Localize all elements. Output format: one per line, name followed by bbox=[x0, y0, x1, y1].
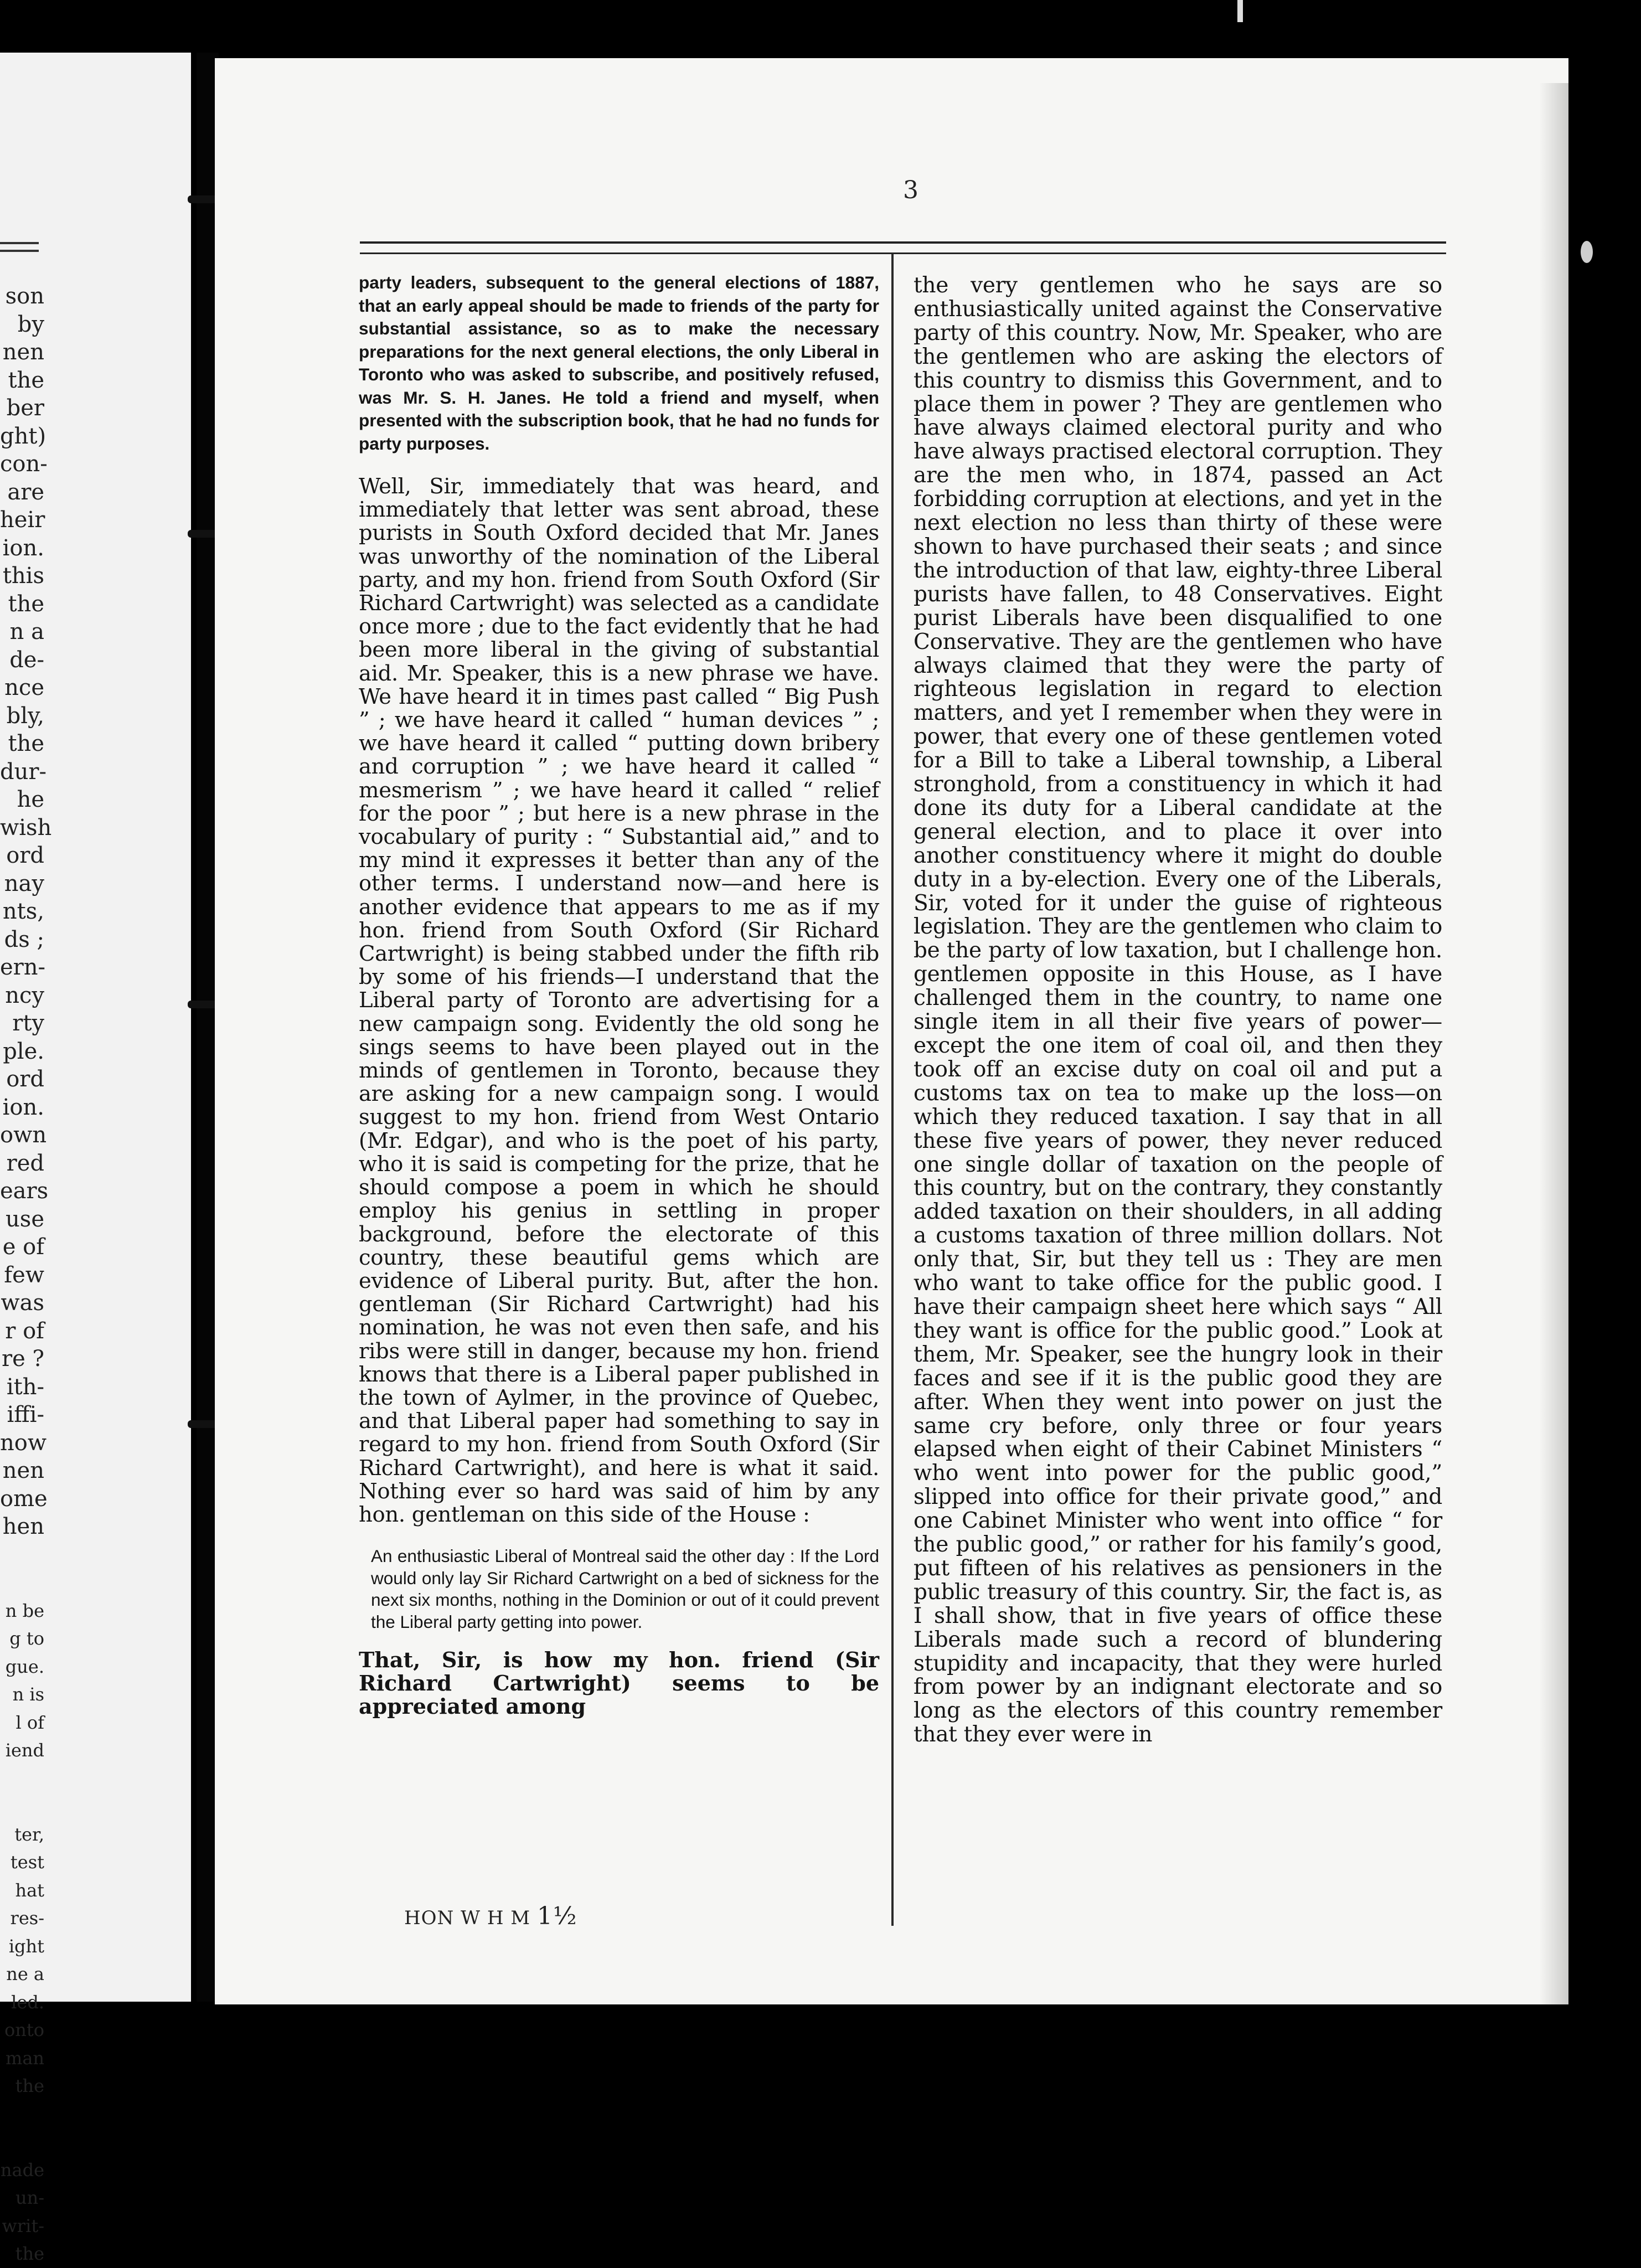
scan-mark bbox=[1237, 0, 1243, 22]
previous-page-fragment bbox=[0, 1792, 44, 1821]
previous-page-fragment: ome bbox=[0, 1486, 48, 1512]
previous-page-fragment bbox=[0, 2100, 44, 2128]
scan-speck bbox=[1581, 241, 1593, 263]
printer-signature bbox=[404, 1902, 577, 1930]
previous-page-fragment: rty bbox=[12, 1011, 44, 1036]
previous-page-fragment: ord bbox=[6, 843, 44, 868]
previous-page-fragment: nade bbox=[0, 2159, 44, 2181]
previous-page-fragment: ion. bbox=[2, 1094, 44, 1120]
previous-page-fragment: res- bbox=[10, 1908, 44, 1929]
previous-page-fragment: now bbox=[0, 1430, 47, 1456]
previous-page-fragment: ds ; bbox=[4, 926, 44, 952]
previous-page-fragment: man bbox=[5, 2047, 44, 2069]
previous-page-fragment bbox=[0, 1541, 44, 1569]
previous-page-fragment bbox=[0, 1765, 44, 1793]
previous-page-fragment: writ- bbox=[2, 2215, 44, 2236]
previous-page-fragment: n is bbox=[12, 1684, 44, 1705]
previous-page-fragment: iend bbox=[5, 1740, 44, 1761]
block-quote: An enthusiastic Liberal of Montreal said the other day : If the Lord would only lay Sir Richard Cartwright on a bed of sickness for the next six months, nothing in the Dominion or out of it could prevent the Liberal party getting into power. bbox=[371, 1546, 879, 1632]
previous-page-fragment: ight bbox=[8, 1935, 44, 1957]
previous-page-text-fragments bbox=[0, 282, 52, 2268]
previous-page-fragment: wish bbox=[0, 815, 52, 841]
previous-page-fragment: e of bbox=[2, 1234, 44, 1260]
signature-fraction: 1½ bbox=[536, 1902, 577, 1930]
previous-page-fragment: n be bbox=[5, 1600, 44, 1621]
previous-page-fragment: ern- bbox=[0, 955, 46, 980]
previous-page-fragment: use bbox=[6, 1206, 44, 1232]
previous-page-fragment: bly, bbox=[6, 703, 44, 729]
previous-page-fragment: are bbox=[7, 479, 44, 505]
previous-page-fragment: hen bbox=[2, 1514, 44, 1539]
previous-page-fragment: the bbox=[15, 2075, 44, 2096]
previous-page-fragment: nce bbox=[4, 675, 44, 700]
previous-page-fragment: nts, bbox=[2, 899, 44, 924]
previous-page-fragment: ne a bbox=[6, 1963, 44, 1984]
previous-page-fragment: ber bbox=[6, 395, 44, 421]
previous-page-fragment: n a bbox=[9, 619, 44, 645]
previous-page-fragment: own bbox=[0, 1122, 47, 1148]
previous-page-fragment bbox=[0, 2128, 44, 2156]
left-column bbox=[359, 271, 879, 1718]
previous-page-fragment: de- bbox=[9, 647, 44, 673]
previous-page-rule bbox=[0, 242, 39, 252]
previous-page-fragment: heir bbox=[0, 507, 45, 533]
previous-page-fragment: son bbox=[5, 284, 44, 309]
page-number: 3 bbox=[903, 176, 918, 204]
previous-page-fragment: ncy bbox=[5, 982, 44, 1008]
previous-page-fragment: gue. bbox=[5, 1656, 44, 1677]
closing-paragraph: That, Sir, is how my hon. friend (Sir Richard Cartwright) seems to be appreciated among bbox=[359, 1647, 879, 1719]
previous-page-fragment: g to bbox=[9, 1628, 44, 1649]
signature-text: HON W H M bbox=[404, 1907, 531, 1929]
previous-page-fragment: the bbox=[8, 367, 44, 393]
previous-page-fragment: onto bbox=[4, 2019, 44, 2040]
previous-page-fragment: ter, bbox=[14, 1823, 44, 1845]
previous-page-fragment: dur- bbox=[0, 759, 47, 785]
previous-page-fragment: this bbox=[2, 563, 44, 589]
previous-page-fragment: hat bbox=[15, 1879, 44, 1901]
previous-page-fragment: un- bbox=[15, 2187, 44, 2208]
previous-page-fragment: ord bbox=[6, 1066, 44, 1092]
body-paragraph: the very gentlemen who he says are so enthusiastically united against the Conservative party of this country. Now, Mr. Speaker, who are the gentlemen who are asking the electors of this country to dismiss this Government, and to place them in power ? They are gentlemen who have always claimed electoral purity and who have always practised electoral corruption. They are the men who, in 1874, passed an Act forbidding corruption at elections, and yet in the next election no less than thirty of these were shown to have purchased their seats ; and since the introduction of that law, eighty-three Liberal purists have fallen, to 48 Conservatives. Eight purist Liberals have been disqualified to one Conservative. They are the gentlemen who have always claimed that they were the party of righteous legislation in regard to election matters, and yet I remember when they were in power, that every one of these gentlemen voted for a Bill to take a Liberal township, a Liberal stronghold, from a constituency in which it had done its duty for a Liberal candidate at the general election, and to place it over into another constituency where it might do double duty in a by-election. Every one of the Liberals, Sir, voted for it under the guise of righteous legislation. They are the gentlemen who claim to be the party of low taxation, but I challenge hon. gentlemen opposite in this House, as I have challenged them in the country, to name one single item in all their five years of power—except the one item of coal oil, and then they took off an excise duty on coal oil and put a customs tax on tea to make up the loss—on which they reduced taxation. I say that in all these five years of power, they never reduced one single dollar of taxation on the people of this country, but on the contrary, they constantly added taxation on their shoulders, in all adding a customs taxation of three million dollars. Not only that, Sir, but they tell us : They are men who want to take office for the public good. I have their campaign sheet here which says “ All they want is office for the public good.” Look at them, Mr. Speaker, see the hungry look in their faces and see if it is the public good they are after. When they went into power on just the same cry before, only three or four years elapsed when eight of their Cabinet Ministers “ who went into power for the public good,” slipped into office for their private good,” and one Cabinet Minister who went into office “ for the public good,” or rather for his family’s good, put fifteen of his relatives as pensioners in the public treasury of this country. Sir, the fact is, as I shall show, that in five years of office these Liberals made such a record of blundering stupidity and incapacity, that they were hurled from power by an indignant electorate and so long as the electors of this country remember that they ever were in bbox=[914, 273, 1442, 1748]
previous-page-fragment: nen bbox=[2, 1458, 44, 1483]
previous-page-fragment: the bbox=[15, 2243, 44, 2264]
previous-page-fragment: ght) bbox=[0, 423, 47, 449]
previous-page-fragment bbox=[0, 1569, 44, 1597]
previous-page-fragment: test bbox=[10, 1852, 44, 1873]
previous-page-fragment: red bbox=[6, 1150, 44, 1176]
intro-paragraph: party leaders, subsequent to the general elections of 1887, that an early appeal should be made to friends of the party for substantial assistance, so as to make the necessary preparations for the next general elections, the only Liberal in Toronto who was asked to subscribe, and positively refused, was Mr. S. H. Janes. He told a friend and myself, when presented with the subscription book, that he had no funds for party purposes. bbox=[359, 272, 879, 453]
right-column bbox=[914, 274, 1442, 1747]
previous-page-fragment: ple. bbox=[3, 1038, 44, 1064]
previous-page-fragment: iffi- bbox=[7, 1402, 44, 1427]
previous-page-fragment: con- bbox=[0, 451, 48, 477]
body-paragraph: Well, Sir, immediately that was heard, and immediately that letter was sent abroad, these purists in South Oxford decided that Mr. Janes was unworthy of the nomination of the Liberal party, and my hon. friend from South Oxford (Sir Richard Cartwright) was selected as a candidate once more ; due to the fact evidently that he had been more liberal in the giving of substantial aid. Mr. Speaker, this is a new phrase we have. We have heard it in times past called “ Big Push ” ; we have heard it called “ human devices ” ; we have heard it called “ putting down bribery and corruption ” ; we have heard it called “ mesmerism ” ; we have heard it called “ relief for the poor ” ; but here is a new phrase in the vocabulary of purity : “ Substantial aid,” and to my mind it expresses it better than any of the other terms. I understand now—and here is another evidence that appears to me as if my hon. friend from South Oxford (Sir Richard Cartwright) is being stabbed under the fifth rib by some of his friends—I understand that the Liberal party of Toronto are advertising for a new campaign song. Evidently the old song he sings seems to have been played out in the minds of gentlemen in Toronto, because they are asking for a new campaign song. I would suggest to my hon. friend from West Ontario (Mr. Edgar), and who is the poet of his party, who it is said is competing for the prize, that he should compose a poem in which he should employ his genius in settling in proper background, before the electorate of this country, these beautiful gems which are evidence of Liberal purity. But, after the hon. gentleman (Sir Richard Cartwright) had his nomination, he was not even then safe, and his ribs were still in danger, because my hon. friend knows that there is a Liberal paper published in the town of Aylmer, in the province of Quebec, and that Liberal paper had something to say in regard to my hon. friend from South Oxford (Sir Richard Cartwright), and here is what it said. Nothing ever so hard was said of him by any hon. gentleman on this side of the House : bbox=[359, 474, 879, 1527]
previous-page-fragment: was bbox=[1, 1290, 44, 1316]
previous-page-fragment: the bbox=[8, 591, 44, 617]
page-edge-shadow bbox=[1539, 83, 1570, 2004]
header-double-rule bbox=[360, 241, 1446, 254]
previous-page-fragment: ears bbox=[0, 1178, 49, 1204]
previous-page-fragment: by bbox=[17, 311, 44, 337]
previous-page-fragment: re ? bbox=[2, 1346, 44, 1372]
previous-page-fragment: l of bbox=[16, 1712, 44, 1733]
previous-page-fragment: led. bbox=[11, 1991, 44, 2013]
previous-page-fragment: nay bbox=[4, 870, 44, 896]
previous-page-fragment: r of bbox=[5, 1318, 44, 1344]
previous-page-fragment: ith- bbox=[6, 1374, 44, 1400]
previous-page-fragment: nen bbox=[2, 339, 44, 365]
previous-page-fragment: the bbox=[8, 731, 44, 756]
previous-page-fragment: ion. bbox=[2, 535, 44, 561]
column-divider bbox=[891, 254, 894, 1926]
previous-page-fragment: few bbox=[4, 1262, 44, 1288]
previous-page-fragment: he bbox=[17, 787, 44, 812]
